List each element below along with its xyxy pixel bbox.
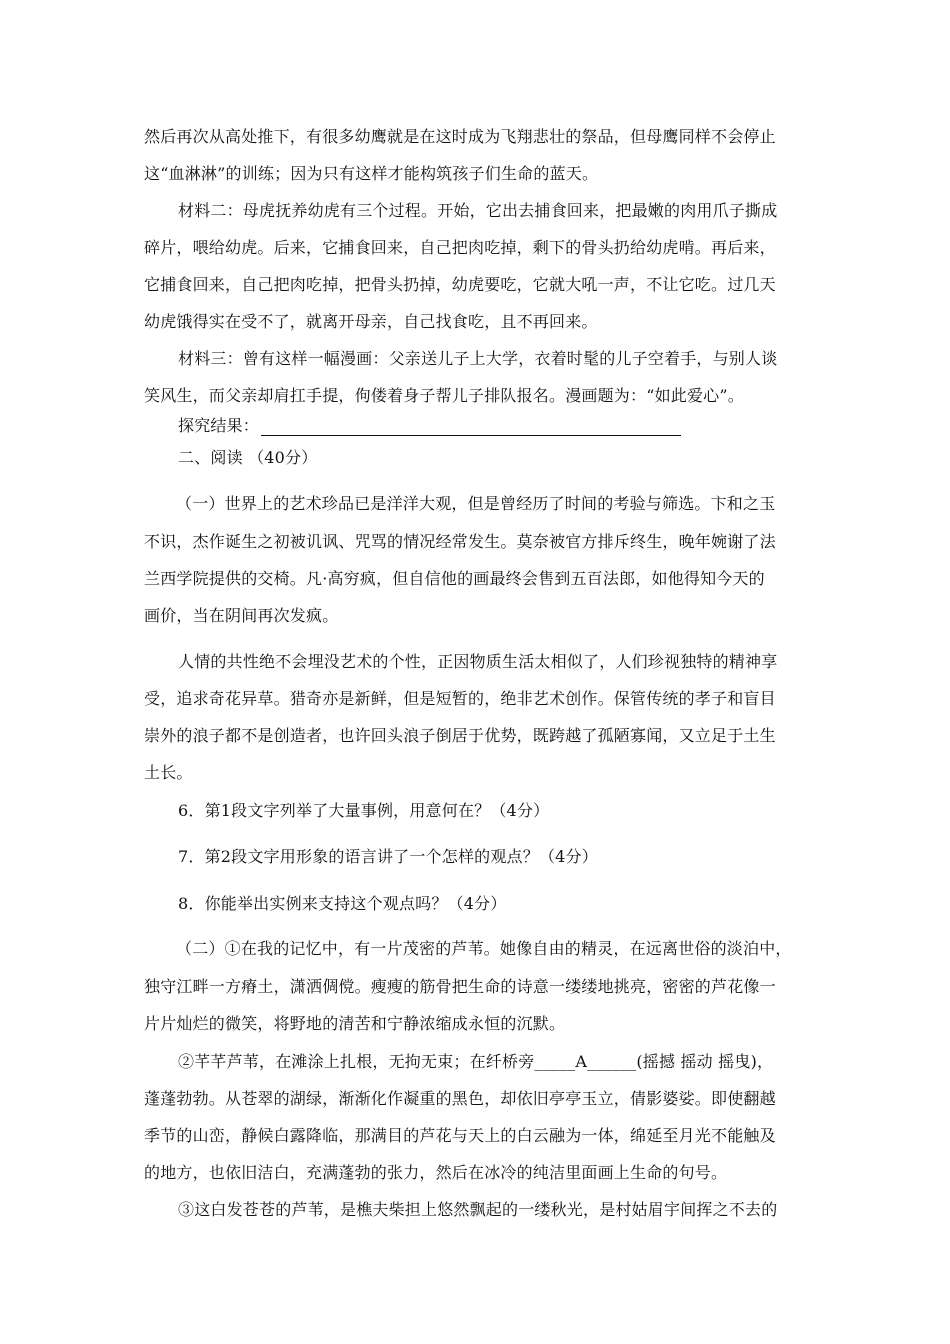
text-line-5: 它捕食回来，自己把肉吃掉，把骨头扔掉，幼虎要吃，它就大吼一声，不让它吃。过几天 (144, 275, 776, 294)
question-6: 6．第1段文字列举了大量事例，用意何在？（4分） (178, 801, 550, 820)
question-7: 7．第2段文字用形象的语言讲了一个怎样的观点？（4分） (178, 847, 598, 866)
text-line-1: 然后再次从高处推下，有很多幼鹰就是在这时成为飞翔悲壮的祭品，但母鹰同样不会停止 (144, 127, 776, 146)
question-8: 8．你能举出实例来支持这个观点吗？（4分） (178, 894, 507, 913)
text-line-11: （一）世界上的艺术珍品已是洋洋大观，但是曾经历了时间的考验与筛选。卞和之玉 (176, 494, 776, 513)
text-line-25: ②芊芊芦苇，在滩涂上扎根，无拘无束；在纤桥旁_____A______(摇撼 摇动 摇曳)， (178, 1052, 774, 1071)
text-line-23: 独守江畔一方瘠土，潇洒倜傥。瘦瘦的筋骨把生命的诗意一缕缕地挑亮，密密的芦花像一 (144, 977, 776, 996)
text-line-26: 蓬蓬勃勃。从苍翠的湖绿，渐渐化作凝重的黑色，却依旧亭亭玉立，倩影婆娑。即使翻越 (144, 1089, 776, 1108)
text-line-12: 不识，杰作诞生之初被讥讽、咒骂的情况经常发生。莫奈被官方排斥终生，晚年婉谢了法 (144, 532, 776, 551)
text-line-7: 材料三：曾有这样一幅漫画：父亲送儿子上大学，衣着时髦的儿子空着手，与别人谈 (178, 349, 778, 368)
text-line-29: ③这白发苍苍的芦苇，是樵夫柴担上悠然飘起的一缕秋光，是村姑眉宇间挥之不去的 (178, 1200, 778, 1219)
text-line-22: （二）①在我的记忆中，有一片茂密的芦苇。她像自由的精灵，在远离世俗的淡泊中， (176, 939, 792, 958)
inquiry-result-label: 探究结果： (178, 416, 260, 435)
text-line-6: 幼虎饿得实在受不了，就离开母亲，自己找食吃，且不再回来。 (144, 312, 598, 331)
text-line-13: 兰西学院提供的交椅。凡·高穷疯，但自信他的画最终会售到五百法郎，如他得知今天的 (144, 569, 765, 588)
text-line-16: 受，追求奇花异草。猎奇亦是新鲜，但是短暂的，绝非艺术创作。保管传统的孝子和盲目 (144, 689, 776, 708)
text-line-2: 这“血淋淋”的训练；因为只有这样才能构筑孩子们生命的蓝天。 (144, 164, 599, 183)
text-line-3: 材料二：母虎抚养幼虎有三个过程。开始，它出去捕食回来，把最嫩的肉用爪子撕成 (178, 201, 778, 220)
text-line-4: 碎片，喂给幼虎。后来，它捕食回来，自己把肉吃掉，剩下的骨头扔给幼虎啃。再后来， (144, 238, 776, 257)
section-heading-reading: 二、阅读 （40分） (178, 448, 318, 467)
text-line-18: 土长。 (144, 763, 193, 782)
text-line-24: 片片灿烂的微笑，将野地的清苦和宁静浓缩成永恒的沉默。 (144, 1014, 566, 1033)
text-line-14: 画价，当在阴间再次发疯。 (144, 606, 339, 625)
text-line-28: 的地方，也依旧洁白，充满蓬勃的张力，然后在冰冷的纯洁里面画上生命的句号。 (144, 1163, 728, 1182)
inquiry-result-line (178, 416, 681, 436)
text-line-27: 季节的山峦，静候白露降临，那满目的芦花与天上的白云融为一体，绵延至月光不能触及 (144, 1126, 776, 1145)
answer-blank[interactable] (261, 419, 681, 436)
text-line-15: 人情的共性绝不会埋没艺术的个性，正因物质生活太相似了，人们珍视独特的精神享 (178, 652, 778, 671)
text-line-17: 崇外的浪子都不是创造者，也许回头浪子倒居于优势，既跨越了孤陋寡闻，又立足于土生 (144, 726, 776, 745)
text-line-8: 笑风生，而父亲却肩扛手提，佝偻着身子帮儿子排队报名。漫画题为：“如此爱心”。 (144, 386, 744, 405)
